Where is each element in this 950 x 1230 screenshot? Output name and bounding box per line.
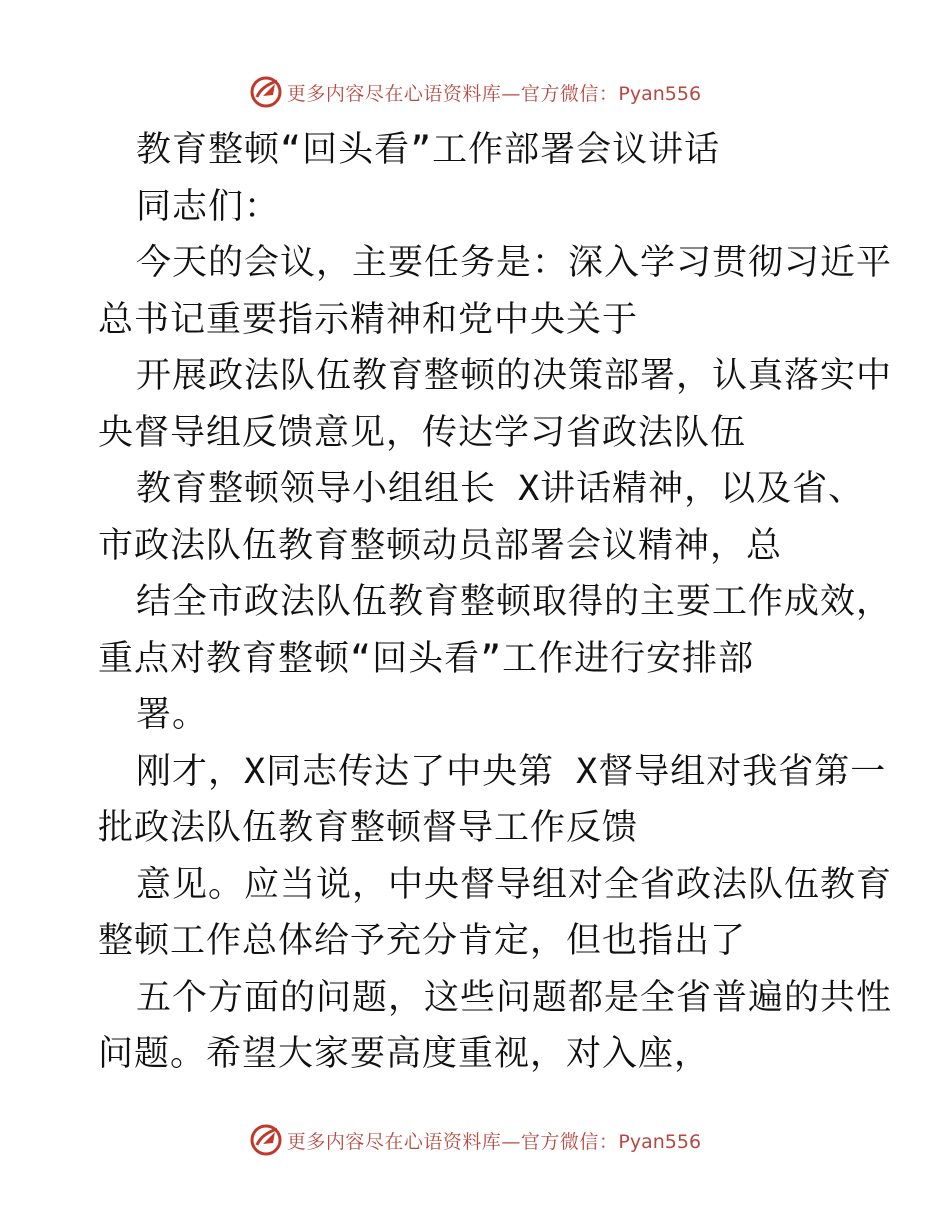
text-line: 重点对教育整顿“回头看”工作进行安排部 [98, 638, 755, 679]
text-line: 结全市政法队伍教育整顿取得的主要工作成效， [136, 582, 893, 622]
text-line: 教育整顿领导小组组长 X讲话精神，以及省、 [136, 469, 865, 509]
document-body [98, 122, 893, 1083]
salutation: 同志们： [136, 186, 281, 227]
text-line: 央督导组反馈意见，传达学习省政法队伍 [98, 412, 747, 453]
banner-text [287, 1127, 701, 1154]
pen-logo-icon [249, 1123, 283, 1157]
text-line: 开展政法队伍教育整顿的决策部署，认真落实中 [136, 356, 893, 396]
wechat-id: Pyan556 [618, 82, 702, 105]
header-banner [0, 72, 950, 112]
text-line: 问题。希望大家要高度重视，对入座， [98, 1034, 711, 1074]
text-line: 意见。应当说，中央督导组对全省政法队伍教育 [136, 864, 893, 905]
wechat-id: Pyan556 [618, 1130, 702, 1153]
text-line: 今天的会议，主要任务是：深入学习贯彻习近平 [136, 243, 893, 283]
banner-label: 更多内容尽在心语资料库—官方微信： [286, 82, 619, 105]
text-line: 五个方面的问题，这些问题都是全省普遍的共性 [136, 977, 893, 1018]
document-title: 教育整顿“回头看”工作部署会议讲话 [136, 130, 721, 170]
text-line: 署。 [136, 695, 209, 735]
text-line: 刚才，X同志传达了中央第 X督导组对我省第一 [136, 751, 887, 792]
text-line: 整顿工作总体给予充分肯定，但也指出了 [98, 921, 747, 961]
text-line: 市政法队伍教育整顿动员部署会议精神，总 [98, 525, 783, 566]
text-line: 批政法队伍教育整顿督导工作反馈 [98, 808, 639, 848]
banner-text [287, 79, 701, 106]
banner-label: 更多内容尽在心语资料库—官方微信： [286, 1130, 619, 1153]
footer-banner [0, 1120, 950, 1160]
pen-logo-icon [249, 75, 283, 109]
text-line: 总书记重要指示精神和党中央关于 [98, 299, 639, 340]
